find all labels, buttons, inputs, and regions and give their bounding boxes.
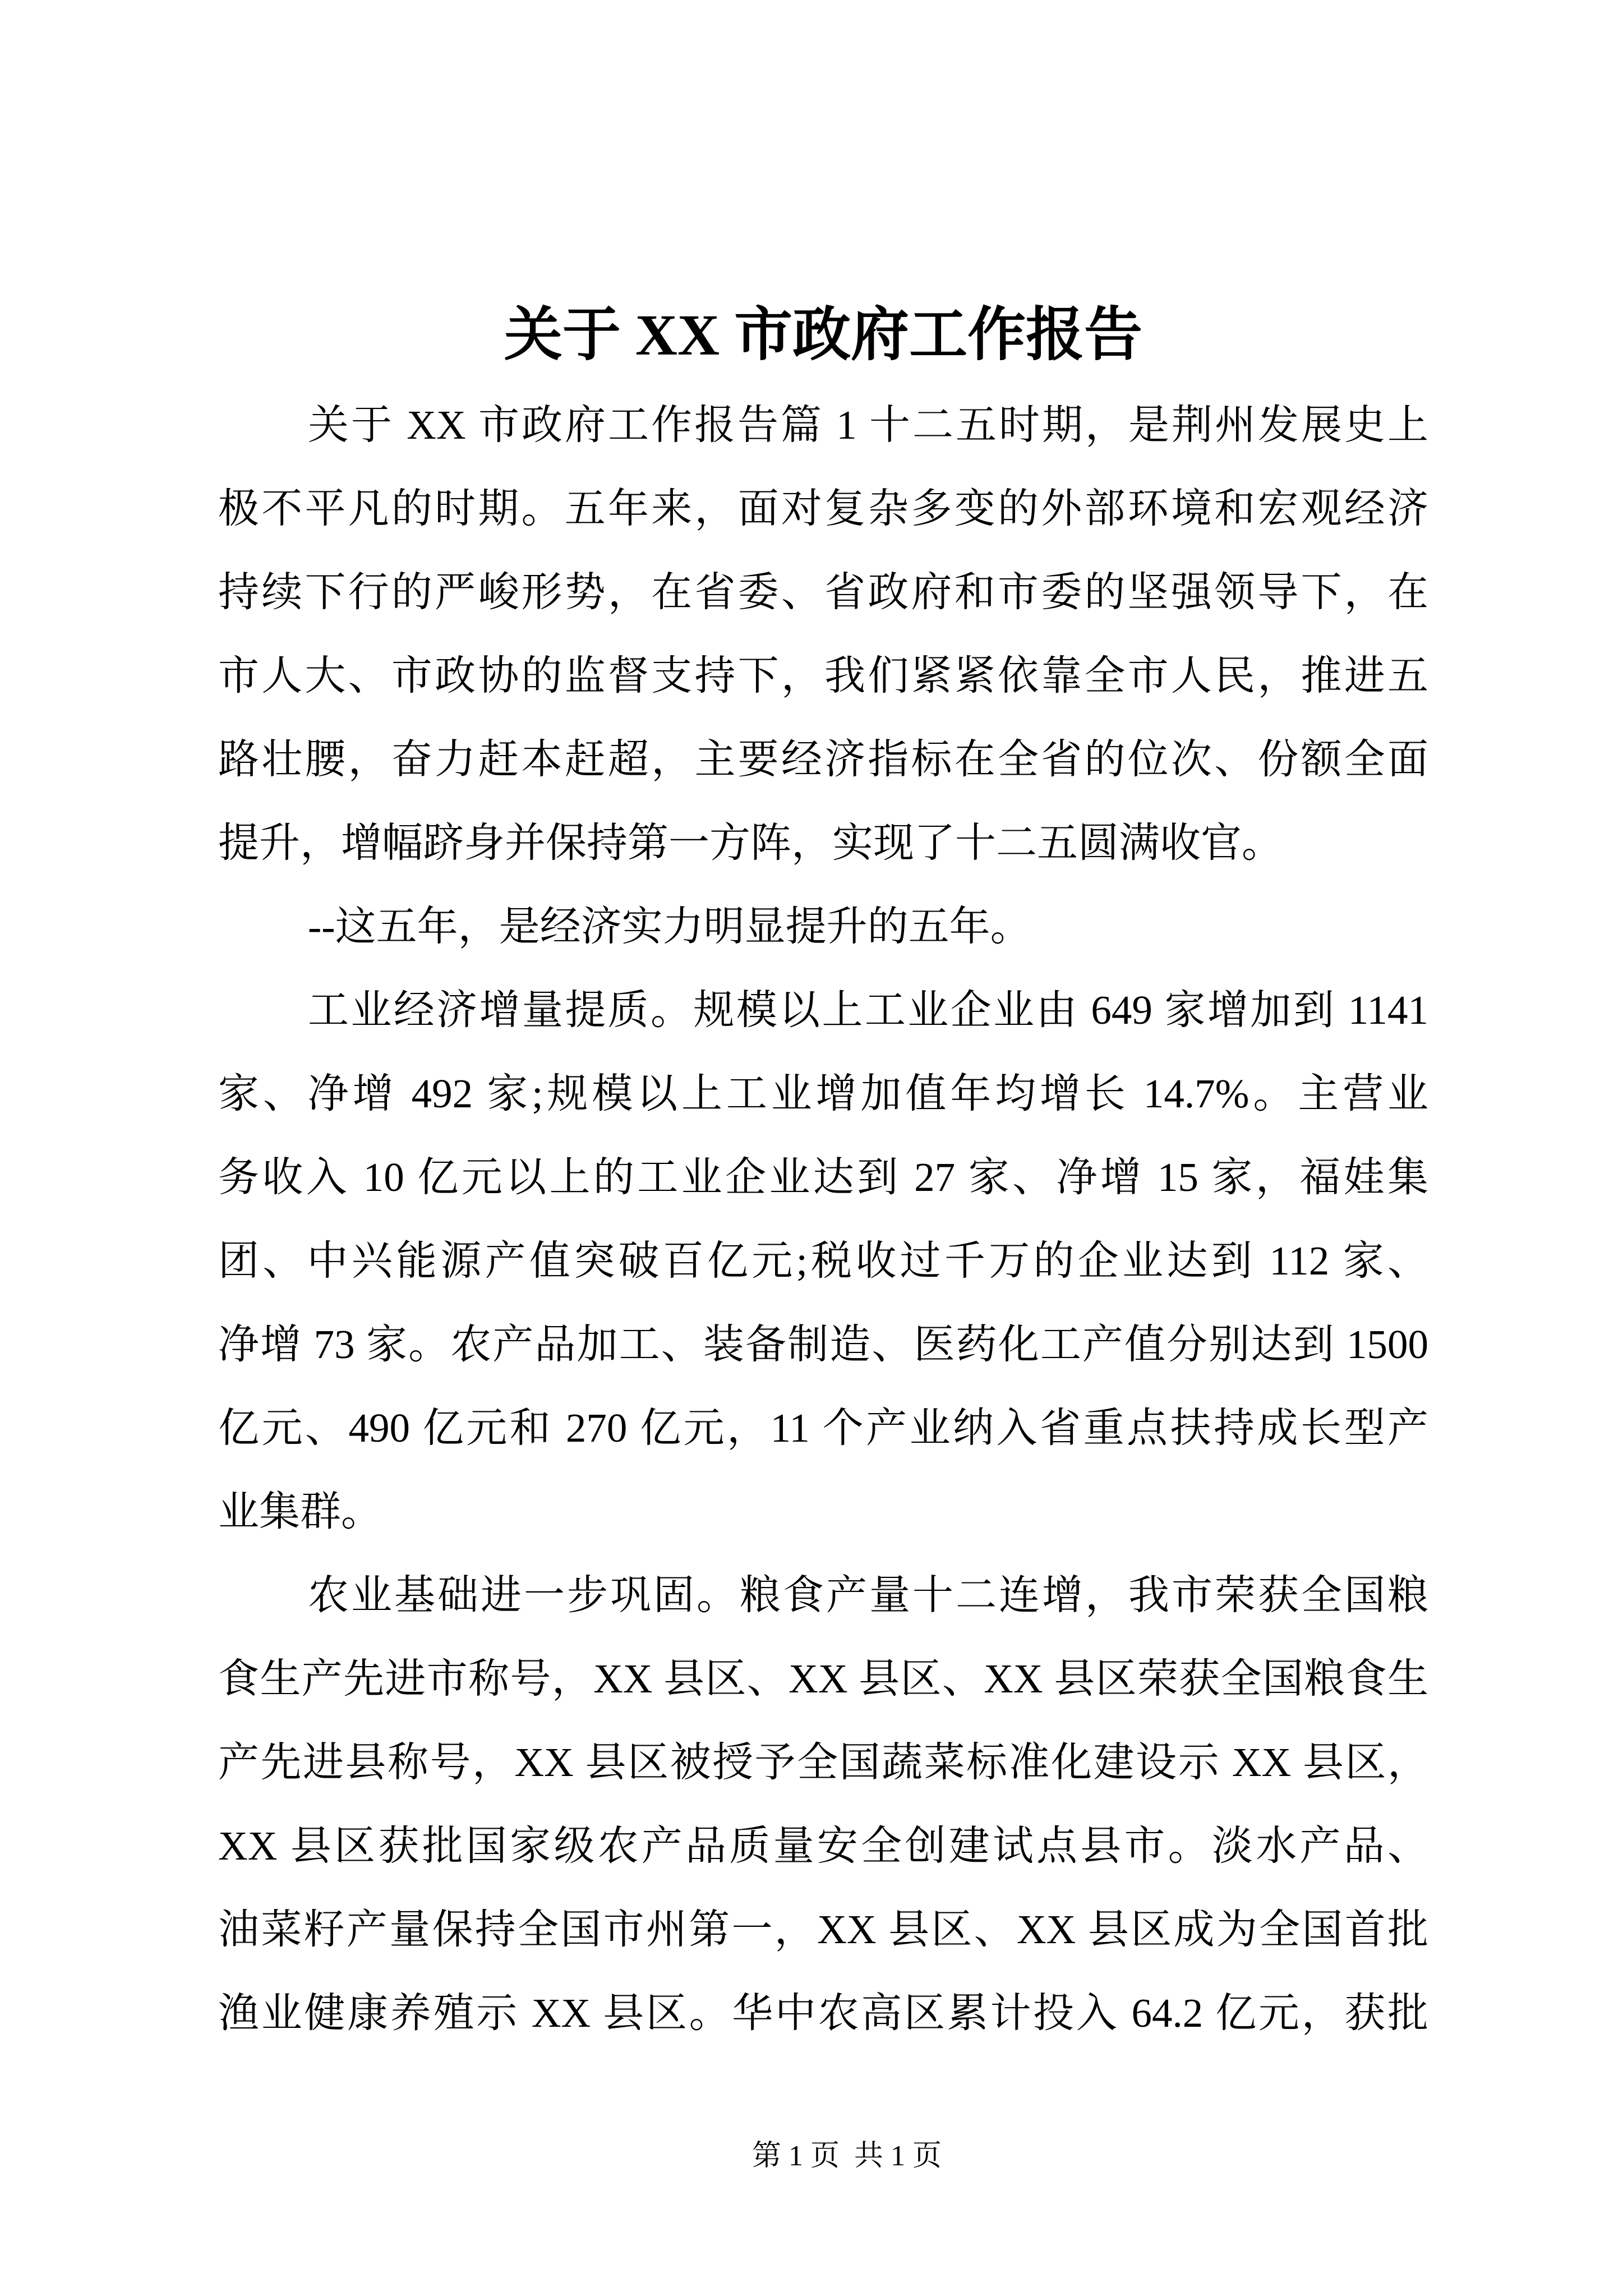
text-line: 净增 73 家。农产品加工、装备制造、医药化工产值分别达到 1500: [218, 1322, 1428, 1367]
text-line: 提升，增幅跻身并保持第一方阵，实现了十二五圆满收官。: [218, 820, 1283, 866]
text-line: 农业基础进一步巩固。粮食产量十二连增，我市荣获全国粮: [308, 1572, 1428, 1618]
text-line: 家、净增 492 家;规模以上工业增加值年均增长 14.7%。主营业: [218, 1071, 1428, 1116]
page-footer: 第 1 页 共 1 页: [752, 2140, 942, 2172]
text-line: 油菜籽产量保持全国市州第一，XX 县区、XX 县区成为全国首批: [218, 1907, 1428, 1952]
page-title: 关于 XX 市政府工作报告: [504, 303, 1143, 367]
text-line: 渔业健康养殖示 XX 县区。华中农高区累计投入 64.2 亿元，获批: [218, 1990, 1428, 2036]
text-line: 市人大、市政协的监督支持下，我们紧紧依靠全市人民，推进五: [218, 653, 1428, 698]
text-line: 食生产先进市称号，XX 县区、XX 县区、XX 县区荣获全国粮食生: [218, 1656, 1428, 1701]
text-line: 极不平凡的时期。五年来，面对复杂多变的外部环境和宏观经济: [218, 486, 1428, 531]
text-line: 亿元、490 亿元和 270 亿元，11 个产业纳入省重点扶持成长型产: [218, 1405, 1428, 1451]
text-line: 工业经济增量提质。规模以上工业企业由 649 家增加到 1141: [308, 987, 1428, 1033]
text-line: --这五年，是经济实力明显提升的五年。: [308, 904, 1031, 949]
text-line: 产先进县称号，XX 县区被授予全国蔬菜标准化建设示 XX 县区，: [218, 1740, 1428, 1785]
text-line: 持续下行的严峻形势，在省委、省政府和市委的坚强领导下，在: [218, 569, 1428, 615]
text-line: 务收入 10 亿元以上的工业企业达到 27 家、净增 15 家，福娃集: [218, 1154, 1428, 1200]
paragraph: [218, 968, 1428, 1553]
text-line: 业集群。: [218, 1489, 382, 1534]
text-line: 关于 XX 市政府工作报告篇 1 十二五时期，是荆州发展史上: [308, 402, 1428, 448]
paragraph: [218, 885, 1428, 968]
text-line: 路壮腰，奋力赶本赶超，主要经济指标在全省的位次、份额全面: [218, 737, 1428, 782]
paragraph: [218, 1553, 1428, 2055]
text-line: XX 县区获批国家级农产品质量安全创建试点县市。淡水产品、: [218, 1823, 1428, 1869]
document-body: [218, 383, 1428, 2055]
text-line: 团、中兴能源产值突破百亿元;税收过千万的企业达到 112 家、: [218, 1238, 1428, 1283]
paragraph: [218, 383, 1428, 885]
